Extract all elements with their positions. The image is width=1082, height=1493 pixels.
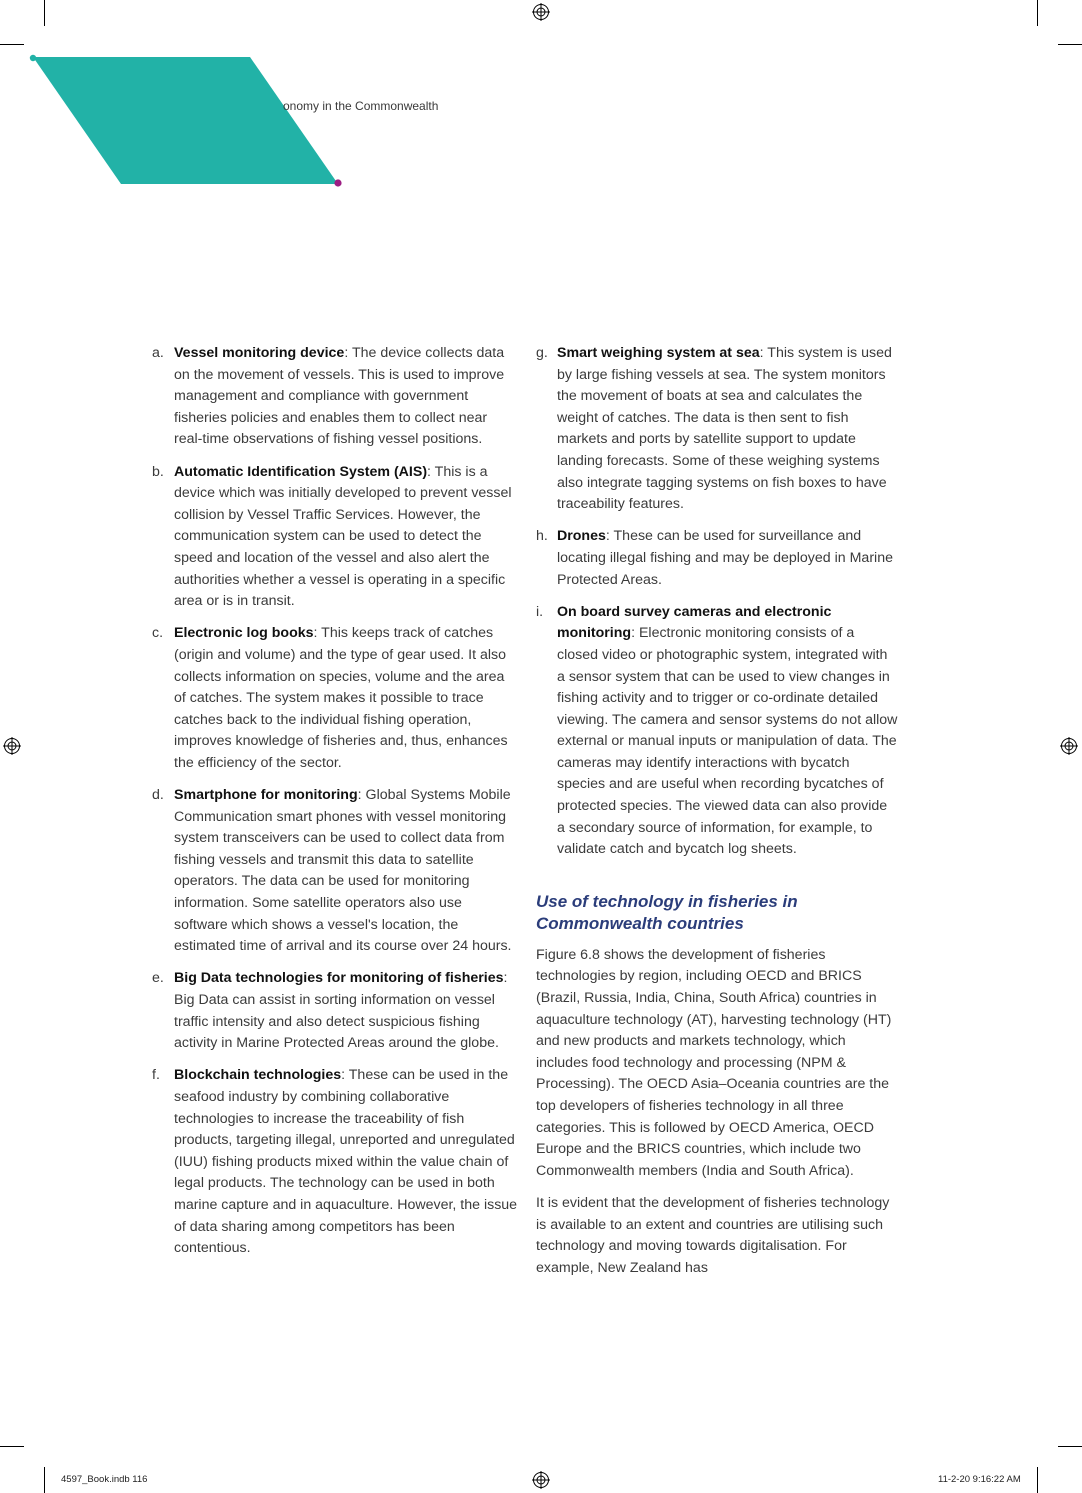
crop-mark xyxy=(1058,1446,1082,1447)
list-item xyxy=(152,623,518,774)
list-item xyxy=(152,785,518,958)
item-term: Smart weighing system at sea xyxy=(557,345,760,361)
item-text: : This keeps track of catches (origin and volume) and the type of gear used. It also collects information on species, volume and the area of catches. The system makes it possible to trace catches back to the individual fishing operation, improves knowledge of fisheries and, thus, enhances the efficiency of the sector. xyxy=(174,625,508,771)
list-item xyxy=(152,343,518,451)
list-marker: d. xyxy=(152,787,164,804)
slug-timestamp: 11-2-20 9:16:22 AM xyxy=(938,1474,1021,1485)
item-term: Blockchain technologies xyxy=(174,1067,342,1084)
list-marker: i. xyxy=(536,603,544,620)
registration-mark-icon xyxy=(532,1471,550,1489)
crop-mark xyxy=(1058,44,1082,45)
item-text: : This system is used by large fishing vessels at sea. The system monitors the movement of boats at sea and calculates the weight of catches. The data is then sent to fish markets and ports by satellite support to update landing forecasts. Some of these weighing systems also integrate tagging systems on fish boxes to have traceability features. xyxy=(557,345,892,513)
item-text: : Big Data can assist in sorting information on vessel traffic intensity and also detect suspicious fishing activity in Marine Protected Areas around the globe. xyxy=(174,970,508,1052)
item-term: On board survey cameras and electronic monitoring xyxy=(557,603,832,642)
item-text: : This is a device which was initially developed to prevent vessel collision by Vessel Traffic Services. However, the communication system can be used to detect the speed and location of the vessel and also alert the authorities whether a vessel is operating in a specific area or is in transit. xyxy=(174,463,512,610)
running-head: onomy in the Commonwealth xyxy=(283,99,439,113)
list-item xyxy=(152,968,518,1054)
item-term: Smartphone for monitoring xyxy=(174,787,358,804)
technology-list-right xyxy=(536,343,898,861)
registration-mark-icon xyxy=(1060,737,1078,755)
item-text: : The device collects data on the movement of vessels. This is used to improve management and compliance with government fisheries policies and enables them to collect near real-time observations of fishing vessel positions. xyxy=(174,345,505,448)
technology-list-left xyxy=(152,343,518,1260)
list-marker: a. xyxy=(152,345,164,361)
list-marker: h. xyxy=(536,528,548,545)
list-item xyxy=(152,462,518,613)
crop-mark xyxy=(1037,1467,1038,1493)
crop-mark xyxy=(44,1467,45,1493)
list-marker: g. xyxy=(536,345,548,361)
slug-file-info: 4597_Book.indb 116 xyxy=(61,1474,148,1485)
registration-mark-icon xyxy=(532,3,550,21)
item-text: : Global Systems Mobile Communication smart phones with vessel monitoring system transceivers can be used to collect data from fishing vessels and transmit this data to satellite operators. The data can be used for monitoring information. Some satellite operators also use software which shows a vessel's location, the estimated time of arrival and its course over 24 hours. xyxy=(174,787,512,955)
crop-mark xyxy=(0,1446,24,1447)
list-marker: e. xyxy=(152,970,164,987)
body-paragraph: It is evident that the development of fisheries technology is available to an extent and countries are utilising such technology and moving towards digitalisation. For example, New Zealand has xyxy=(536,1194,890,1276)
item-term: Automatic Identification System (AIS) xyxy=(174,463,428,480)
right-column xyxy=(536,343,898,1290)
item-term: Electronic log books xyxy=(174,625,314,642)
list-item xyxy=(536,526,898,591)
list-item xyxy=(536,343,898,516)
item-term: Drones xyxy=(557,528,606,545)
registration-mark-icon xyxy=(3,737,21,755)
list-marker: b. xyxy=(152,463,164,480)
section-heading: Use of technology in fisheries in Commonwealth countries xyxy=(536,891,798,933)
item-term: Big Data technologies for monitoring of fisheries xyxy=(174,970,504,987)
list-marker: c. xyxy=(152,625,164,642)
list-item xyxy=(536,602,898,861)
crop-mark xyxy=(1037,0,1038,26)
item-term: Vessel monitoring device xyxy=(174,345,345,361)
item-text: : Electronic monitoring consists of a closed video or photographic system, integrated with a sensor system that can be used to view changes in fishing activity and to trigger or co-ordinate detailed viewing. The camera and sensor systems do not allow external or manual inputs or manipulation of data. The cameras may identify interactions with bycatch species and are useful when recording bycatches of protected species. The viewed data can also provide a secondary source of information, for example, to validate catch and bycatch log sheets. xyxy=(557,625,898,858)
item-text: : These can be used in the seafood industry by combining collaborative technologies to increase the traceability of fish products, targeting illegal, unreported and unregulated (IUU) fishing products mixed within the value chain of legal products. The technology can be used in both marine capture and in aquaculture. However, the issue of data sharing among competitors has been contentious. xyxy=(174,1067,518,1257)
left-column xyxy=(152,343,518,1270)
list-marker: f. xyxy=(152,1067,160,1084)
item-text: : These can be used for surveillance and locating illegal fishing and may be deployed in Marine Protected Areas. xyxy=(557,528,893,588)
list-item xyxy=(152,1065,518,1259)
body-paragraph: Figure 6.8 shows the development of fisheries technologies by region, including OECD and BRICS (Brazil, Russia, India, China, South Africa) countries in aquaculture technology (AT), harvesting technology (HT) and new products and markets technology, which includes food technology and processing (NPM & Processing). The OECD Asia–Oceania countries are the top developers of fisheries technology in all three categories. This is followed by OECD America, OECD Europe and the BRICS countries, which include two Commonwealth members (India and South Africa). xyxy=(536,946,892,1179)
